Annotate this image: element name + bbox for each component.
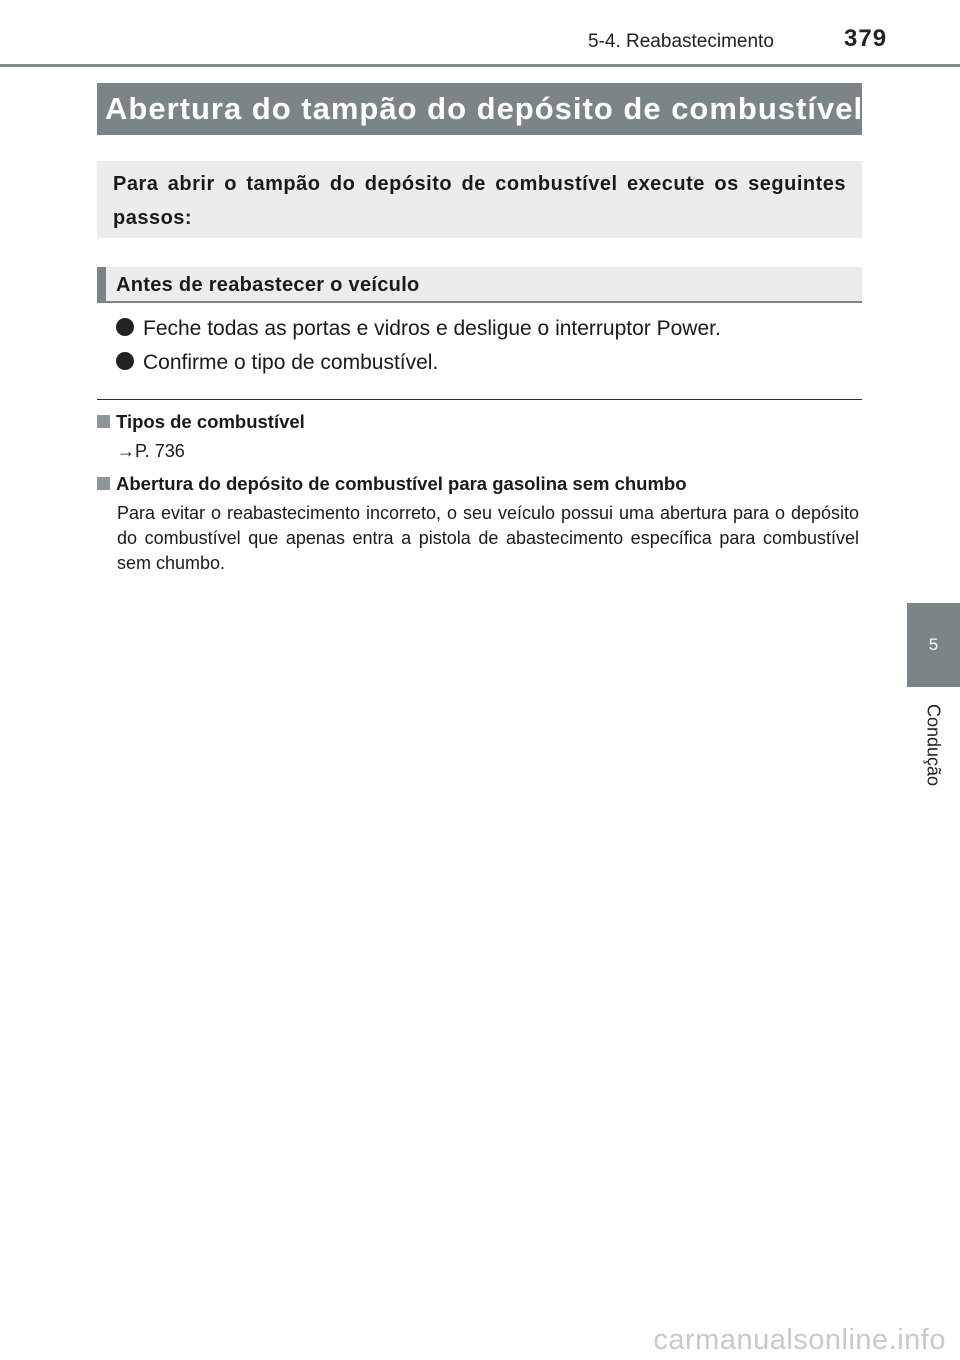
square-bullet-icon xyxy=(97,477,110,490)
watermark: carmanualsonline.info xyxy=(653,1324,946,1356)
chapter-number: 5 xyxy=(928,635,939,654)
bullet-icon xyxy=(116,352,134,370)
list-item xyxy=(116,312,721,346)
section-divider xyxy=(97,399,862,400)
chapter-label: Condução xyxy=(923,703,944,787)
note-heading-text: Tipos de combustível xyxy=(116,411,305,432)
bullet-icon xyxy=(116,318,134,336)
note-heading xyxy=(97,409,859,435)
note-unleaded-opening xyxy=(97,471,859,576)
note-heading-text: Abertura do depósito de combustível para gasolina sem chumbo xyxy=(116,473,687,494)
header-section-title: 5-4. Reabastecimento xyxy=(588,31,774,52)
page-reference-link[interactable]: →P. 736 xyxy=(117,441,185,461)
square-bullet-icon xyxy=(97,415,110,428)
list-item-text: Feche todas as portas e vidros e desligue o interruptor Power. xyxy=(143,317,721,340)
bullet-list xyxy=(116,312,721,380)
list-item xyxy=(116,346,721,380)
intro-text: Para abrir o tampão do depósito de combustível execute os seguintes passos: xyxy=(113,173,846,229)
intro-box xyxy=(97,161,862,238)
note-heading xyxy=(97,471,859,497)
page-number: 379 xyxy=(844,25,888,52)
subsection-heading: Antes de reabastecer o veículo xyxy=(97,267,862,303)
note-body: Para evitar o reabastecimento incorreto, o seu veículo possui uma abertura para o depósito do combustível que apenas entra a pistola de abastecimento específica para combustível sem chumbo. xyxy=(117,503,859,573)
list-item-text: Confirme o tipo de combustível. xyxy=(143,351,439,374)
chapter-tab[interactable] xyxy=(907,603,960,687)
header-divider xyxy=(0,64,960,67)
page-title: Abertura do tampão do depósito de combustível xyxy=(97,83,862,135)
note-fuel-types xyxy=(97,409,859,464)
